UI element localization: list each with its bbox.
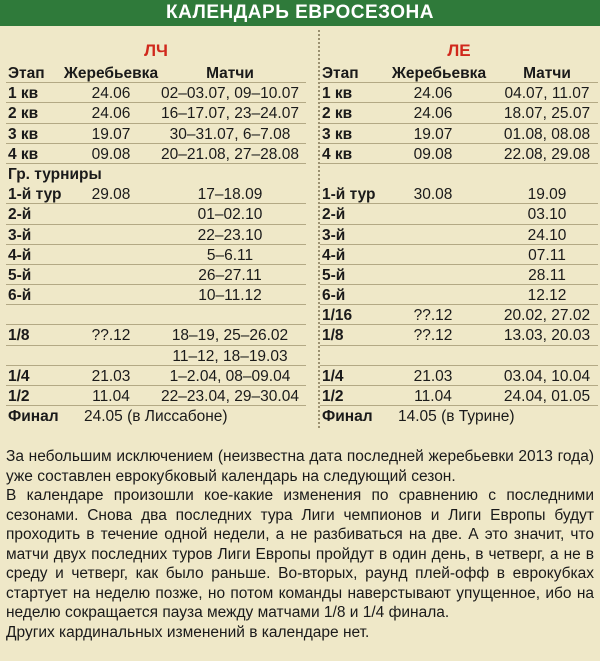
matches-cell: 07.11: [528, 246, 566, 264]
stage-cell: 4-й: [8, 246, 32, 264]
final-label: Финал: [322, 408, 373, 426]
table-row: [6, 144, 306, 164]
table-row: [6, 386, 306, 406]
stage-cell: 1/8: [8, 327, 30, 345]
group-section-title: [6, 164, 306, 184]
table-row: [320, 124, 598, 144]
draw-cell: 24.06: [91, 105, 131, 123]
draw-cell: 09.08: [413, 145, 453, 163]
stage-cell: 4 кв: [8, 145, 39, 163]
table-row: [320, 285, 598, 305]
matches-cell: 19.09: [527, 186, 567, 204]
matches-cell: 22–23.10: [197, 226, 263, 244]
final-row: [320, 406, 598, 426]
article-text: [6, 447, 594, 642]
stage-cell: 1-й тур: [8, 186, 62, 204]
matches-cell: 24.10: [527, 226, 567, 244]
stage-cell: 1/16: [322, 307, 353, 325]
col-stage: Этап: [322, 65, 359, 82]
matches-cell: 16–17.07, 23–24.07: [161, 105, 299, 123]
table-row: [320, 144, 598, 164]
stage-cell: 2-й: [322, 206, 346, 224]
draw-cell: 21.03: [413, 367, 453, 385]
stage-cell: 1/2: [8, 388, 30, 405]
paragraph: Других кардинальных изменений в календаре нет.: [6, 623, 370, 641]
table-row: [6, 285, 306, 305]
stage-cell: 2 кв: [8, 105, 39, 123]
le-label: ЛЕ: [447, 41, 471, 60]
matches-cell: 20–21.08, 27–28.08: [161, 145, 299, 163]
matches-cell: 18.07, 25.07: [503, 105, 591, 123]
spacer-row: [320, 346, 598, 366]
stage-cell: 3 кв: [8, 125, 39, 143]
draw-cell: 29.08: [91, 186, 131, 204]
stage-cell: 4 кв: [322, 145, 353, 163]
table-row: [6, 265, 306, 285]
matches-cell: 01–02.10: [197, 206, 263, 224]
table-row: [320, 83, 598, 103]
table-row: [6, 366, 306, 386]
table-row: [6, 245, 306, 265]
stage-cell: 1/4: [8, 367, 30, 385]
spacer-row: [6, 305, 306, 325]
table-row: [6, 204, 306, 224]
table-row: [320, 305, 598, 325]
stage-cell: 2-й: [8, 206, 32, 224]
matches-cell: 03.04, 10.04: [503, 367, 591, 385]
col-stage: Этап: [8, 65, 45, 82]
final-value: 24.05 (в Лиссабоне): [84, 408, 228, 426]
stage-cell: 3 кв: [322, 125, 353, 143]
matches-cell: 1–2.04, 08–09.04: [169, 367, 291, 385]
header-banner: [0, 0, 600, 26]
stage-cell: 1-й тур: [322, 186, 376, 204]
matches-cell: 13.03, 20.03: [503, 327, 591, 345]
matches-cell: 17–18.09: [197, 186, 263, 204]
le-table: [320, 38, 598, 426]
draw-cell: ??.12: [91, 327, 131, 345]
matches-cell: 30–31.07, 6–7.08: [169, 125, 291, 143]
stage-cell: 5-й: [8, 266, 32, 284]
draw-cell: 24.06: [413, 85, 453, 103]
matches-cell: 10–11.12: [198, 287, 262, 305]
matches-cell: 24.04, 01.05: [503, 388, 591, 405]
draw-cell: 19.07: [413, 125, 453, 143]
table-row: [320, 386, 598, 406]
draw-cell: 21.03: [91, 367, 131, 385]
paragraph: За небольшим исключением (неизвестна дата последней жеребьевки 2013 года) уже составлен еврокубковый календарь на следующий сезон.: [6, 448, 594, 485]
stage-cell: 3-й: [322, 226, 346, 244]
matches-cell: 03.10: [527, 206, 567, 224]
table-row: [6, 346, 306, 366]
matches-cell: 04.07, 11.07: [504, 85, 590, 103]
table-row: [320, 366, 598, 386]
table-row: [320, 325, 598, 345]
spacer-row: [320, 164, 598, 184]
stage-cell: 1 кв: [322, 85, 353, 103]
page-title: КАЛЕНДАРЬ ЕВРОСЕЗОНА: [165, 2, 434, 23]
table-row: [6, 225, 306, 245]
draw-cell: 30.08: [413, 186, 453, 204]
table-row: [6, 184, 306, 204]
matches-cell: 12.12: [527, 287, 567, 305]
lc-label: ЛЧ: [144, 41, 168, 60]
table-row: [320, 265, 598, 285]
matches-cell: 01.08, 08.08: [503, 125, 591, 143]
table-row: [320, 184, 598, 204]
final-row: [6, 406, 306, 426]
draw-cell: 11.04: [414, 388, 452, 405]
draw-cell: 19.07: [91, 125, 131, 143]
stage-cell: 1/4: [322, 367, 344, 385]
matches-cell: 20.02, 27.02: [503, 307, 591, 325]
matches-cell: 22–23.04, 29–30.04: [161, 388, 299, 405]
matches-cell: 02–03.07, 09–10.07: [161, 85, 299, 103]
table-row: [6, 103, 306, 123]
table-row: [320, 204, 598, 224]
stage-cell: 4-й: [322, 246, 346, 264]
final-label: Финал: [8, 408, 59, 426]
draw-cell: 09.08: [91, 145, 131, 163]
stage-cell: 6-й: [322, 287, 346, 305]
lc-header-row: [6, 63, 306, 83]
calendar-tables: [0, 26, 600, 447]
stage-cell: 3-й: [8, 226, 32, 244]
matches-cell: 18–19, 25–26.02: [171, 327, 289, 345]
table-row: [320, 103, 598, 123]
draw-cell: ??.12: [413, 327, 453, 345]
le-header-row: [320, 63, 598, 83]
stage-cell: 2 кв: [322, 105, 353, 123]
table-row: [6, 124, 306, 144]
col-draw: Жеребьевка: [391, 65, 487, 82]
col-draw: Жеребьевка: [63, 65, 159, 82]
section-label: Гр. турниры: [8, 165, 102, 183]
table-row: [6, 325, 306, 345]
stage-cell: 1 кв: [8, 85, 39, 103]
col-matches: Матчи: [206, 65, 254, 82]
stage-cell: 1/2: [322, 388, 344, 405]
stage-cell: 6-й: [8, 287, 32, 305]
paragraph: В календаре произошли кое-какие изменения по сравнению с последними сезонами. Снова два последних тура Лиги чемпионов и Лиги Европы будут проходить в течение одной недели, а не разбиваться на две. А это значит, что матчи двух последних туров Лиги Европы пройдут в один день, в четверг, а не в среду и четверг, как было раньше. Во-вторых, раунд плей-офф в еврокубках стартует на неделю позже, но потом команды наверстывают упущенное, ибо на неделю сокращается пауза между матчами 1/8 и 1/4 финала.: [6, 487, 594, 621]
matches-cell: 11–12, 18–19.03: [172, 347, 288, 365]
table-row: [320, 225, 598, 245]
lc-table: [6, 38, 306, 426]
matches-cell: 26–27.11: [198, 266, 262, 284]
draw-cell: 11.04: [92, 388, 130, 405]
matches-cell: 5–6.11: [206, 246, 254, 264]
matches-cell: 22.08, 29.08: [503, 145, 591, 163]
table-row: [320, 245, 598, 265]
table-row: [6, 83, 306, 103]
draw-cell: 24.06: [413, 105, 453, 123]
stage-cell: 1/8: [322, 327, 344, 345]
draw-cell: ??.12: [413, 307, 453, 325]
col-matches: Матчи: [523, 65, 571, 82]
stage-cell: 5-й: [322, 266, 346, 284]
final-value: 14.05 (в Турине): [398, 408, 515, 426]
matches-cell: 28.11: [528, 266, 566, 284]
draw-cell: 24.06: [91, 85, 131, 103]
